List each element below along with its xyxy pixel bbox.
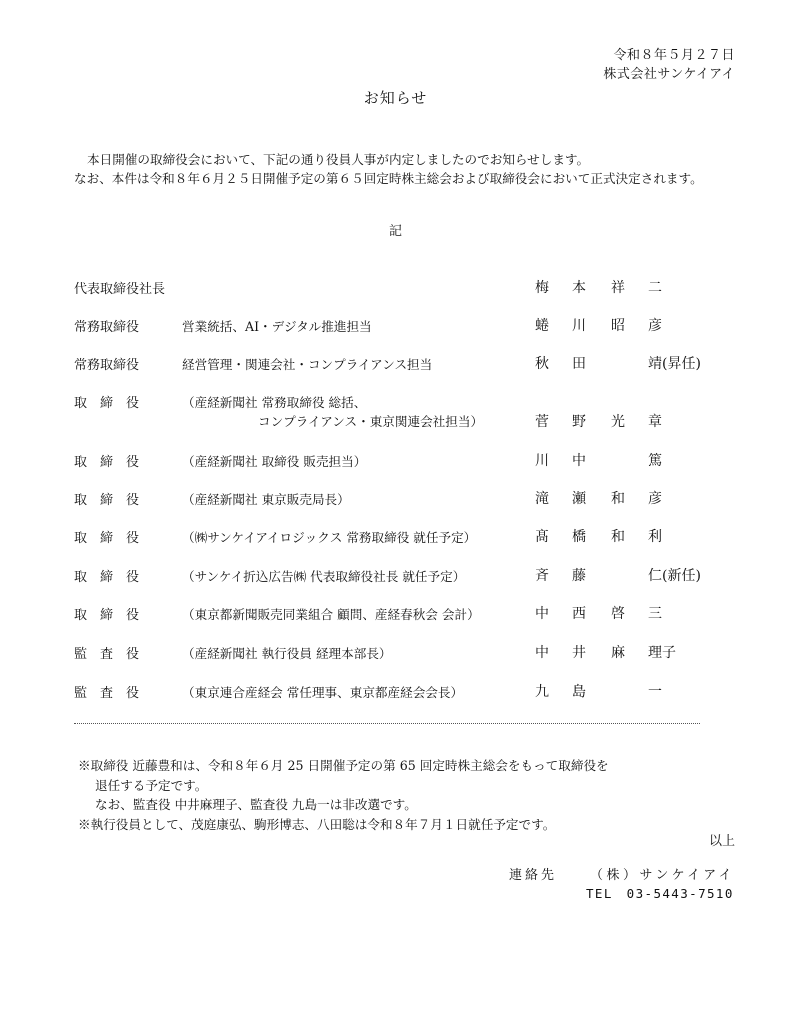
officer-name-char: 髙 [535,529,549,545]
header-company: 株式会社サンケイアイ [603,67,735,82]
officer-name-char: 三 [648,606,662,622]
officer-role: 代表取締役社長 [74,282,166,297]
note-line-1: ※取締役 近藤豊和は、令和８年６月 25 日開催予定の第 65 回定時株主総会をもって取締役を [78,758,609,773]
note-line-3: なお、監査役 中井麻理子、監査役 九島一は非改選です。 [95,797,417,812]
officer-description: （㈱サンケイアイロジックス 常務取締役 就任予定） [182,530,477,545]
officer-description: （東京連合産経会 常任理事、東京都産経会会長） [182,685,464,700]
officer-role: 取締役 [74,493,153,508]
officer-row [0,275,791,299]
officer-row [0,524,791,548]
officer-name-char: 篤 [648,453,662,469]
dotted-divider [74,723,700,724]
officer-row [0,448,791,472]
officer-role: 常務取締役 [74,320,140,335]
officer-description: 経営管理・関連会社・コンプライアンス担当 [182,357,433,372]
officer-description: （サンケイ折込広告㈱ 代表取締役社長 就任予定） [182,569,466,584]
officer-description: （産経新聞社 執行役員 経理本部長） [182,646,392,661]
officer-name-char: 靖(昇任) [648,356,701,372]
officer-name-char: 九 [535,684,549,700]
officer-name-char: 島 [572,684,586,700]
officer-name-char: 理子 [648,645,676,661]
officer-name-char: 川 [572,318,586,334]
body-text [74,150,744,188]
officer-name-char: 橋 [572,529,586,545]
body-paragraph-1: 本日開催の取締役会において、下記の通り役員人事が内定しましたのでお知らせします。 [87,152,590,167]
officer-name-char: 本 [572,280,586,296]
officer-name-char: 蜷 [535,318,549,334]
officer-name-char: 中 [535,606,549,622]
officer-name-char: 秋 [535,356,549,372]
officer-description: （産経新聞社 東京販売局長） [182,492,350,507]
body-paragraph-2: なお、本件は令和８年６月２５日開催予定の第６５回定時株主総会および取締役会において正式決定されます。 [74,171,703,186]
officer-role: 常務取締役 [74,358,140,373]
ki-heading: 記 [388,224,402,239]
officer-name-char: 和 [611,529,625,545]
officer-role: 取締役 [74,531,153,546]
contact-company: （株）サンケイアイ [590,868,736,883]
page-title: お知らせ [363,89,428,107]
officer-name-char: 中 [572,453,586,469]
officer-name-char: 川 [535,453,549,469]
officer-name-char: 野 [572,414,586,430]
contact-label: 連絡先 [509,868,558,883]
officer-row [0,389,791,430]
closing-mark: 以上 [708,834,735,849]
officer-name-char: 仁(新任) [648,568,701,584]
officer-description: （産経新聞社 常務取締役 総括、 [182,395,367,410]
officer-row [0,640,791,664]
officer-name-char: 滝 [535,491,549,507]
officer-name-char: 光 [611,414,625,430]
officer-name-char: 章 [648,414,662,430]
officer-row [0,313,791,337]
officer-name-char: 田 [572,356,586,372]
officer-description-line-2: コンプライアンス・東京関連会社担当） [258,414,484,429]
officer-name-char: 藤 [572,568,586,584]
officer-name-char: 井 [572,645,586,661]
officer-name-char: 斉 [535,568,549,584]
officer-role: 取締役 [74,455,153,470]
header-date: 令和８年５月２７日 [613,48,735,63]
officer-role: 取締役 [74,608,153,623]
officer-row [0,351,791,375]
officer-name-char: 和 [611,491,625,507]
officer-name-char: 瀬 [572,491,586,507]
officer-name-char: 二 [648,280,662,296]
officer-name-char: 祥 [611,280,625,296]
officer-name-char: 昭 [611,318,625,334]
officer-name-char: 中 [535,645,549,661]
officer-name-char: 啓 [611,606,625,622]
officer-name-char: 一 [648,684,662,700]
officer-name-char: 彦 [648,318,662,334]
officer-row [0,563,791,587]
officer-name-char: 麻 [611,645,625,661]
officer-name-char: 西 [572,606,586,622]
officer-name-char: 彦 [648,491,662,507]
officer-name-char: 利 [648,529,662,545]
officer-description: 営業統括、AI・デジタル推進担当 [182,319,372,334]
officer-row [0,679,791,703]
officer-row [0,486,791,510]
officer-row [0,601,791,625]
note-line-2: 退任する予定です。 [95,777,208,793]
note-line-4: ※執行役員として、茂庭康弘、駒形博志、八田聡は令和８年７月１日就任予定です。 [78,816,556,832]
officer-role: 監査役 [74,647,153,662]
officer-description: （東京都新聞販売同業組合 顧問、産経春秋会 会計） [182,607,480,622]
notes [78,756,609,834]
officer-name-char: 梅 [535,280,549,296]
officer-role: 取締役 [74,396,153,411]
officer-name-char: 菅 [535,414,549,430]
officer-role: 監査役 [74,686,153,701]
officer-description: （産経新聞社 取締役 販売担当） [182,454,367,469]
officer-role: 取締役 [74,570,153,585]
contact-tel: TEL 03-5443-7510 [586,886,734,901]
